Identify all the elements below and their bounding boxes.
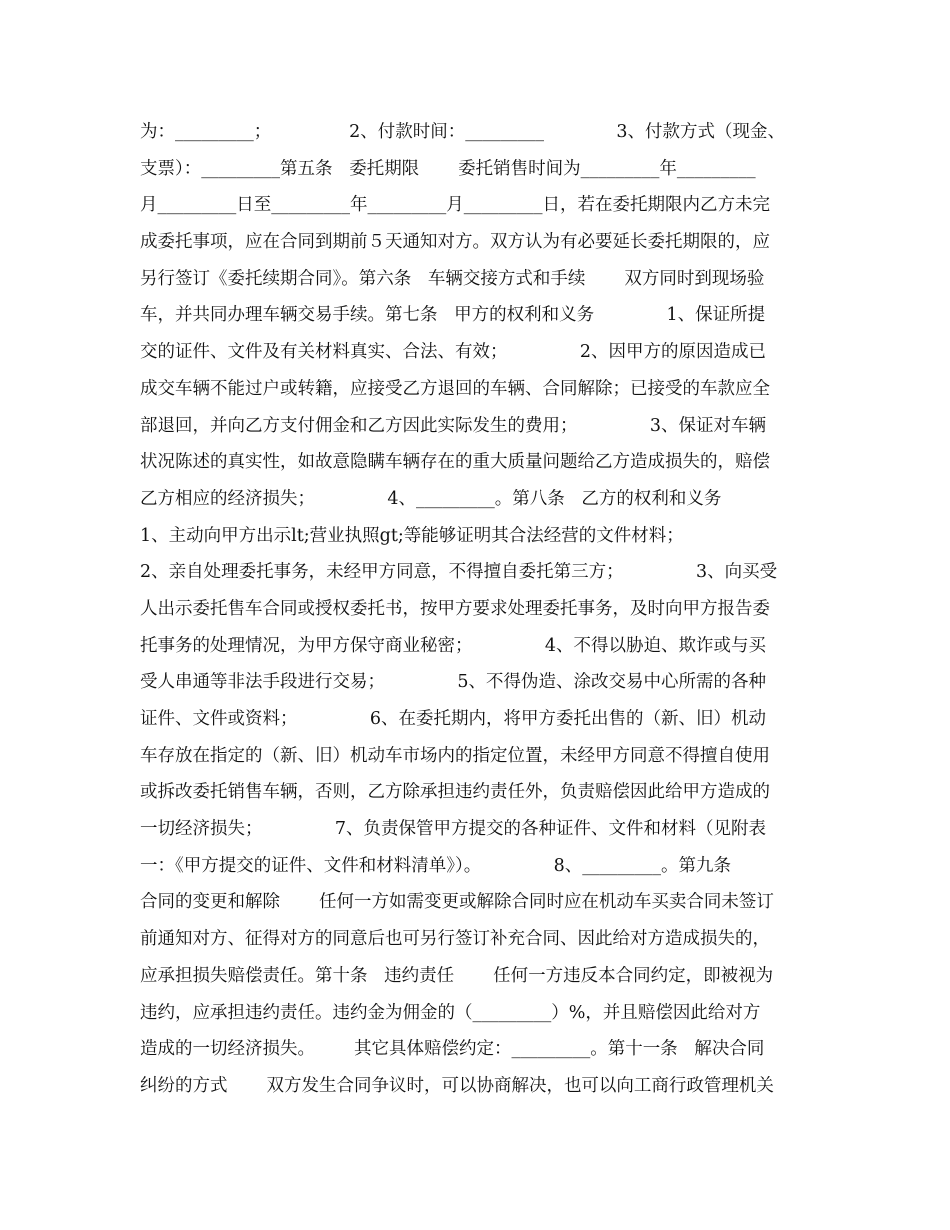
text-line-8: 成交车辆不能过户或转籍，应接受乙方退回的车辆、合同解除；已接受的车款应全 [140, 378, 770, 399]
text-line-1: 为：_________； 2、付款时间：_________ 3、付款方式（现金、 [140, 122, 785, 142]
text-line-19: 或拆改委托销售车辆，否则，乙方除承担违约责任外，负责赔偿因此给甲方造成的 [140, 782, 770, 803]
text-line-12: 1、主动向甲方出示lt;营业执照gt;等能够证明其合法经营的文件材料； [140, 525, 684, 546]
text-line-2: 支票）：_________第五条 委托期限 委托销售时间为_________年_________ [140, 158, 756, 179]
text-line-3: 月_________日至_________年_________月_________日，若在委托期限内乙方未完 [140, 195, 770, 216]
text-line-17: 证件、文件或资料； 6、在委托期内，将甲方委托出售的（新、旧）机动 [140, 709, 766, 729]
text-line-11: 乙方相应的经济损失； 4、_________。第八条 乙方的权利和义务 [140, 488, 722, 509]
text-line-26: 造成的一切经济损失。 其它具体赔偿约定：_________。第十一条 解决合同 [140, 1039, 765, 1060]
text-line-23: 前通知对方、征得对方的同意后也可另行签订补充合同、因此给对方造成损失的， [140, 929, 770, 950]
text-line-4: 成委托事项，应在合同到期前５天通知对方。双方认为有必要延长委托期限的，应 [140, 232, 770, 253]
text-line-5: 另行签订《委托续期合同》。第六条 车辆交接方式和手续 双方同时到现场验 [140, 268, 765, 289]
text-line-6: 车，并共同办理车辆交易手续。第七条 甲方的权利和义务 1、保证所提 [140, 305, 766, 326]
text-line-15: 托事务的处理情况，为甲方保守商业秘密； 4、不得以胁迫、欺诈或与买 [140, 635, 766, 656]
text-line-9: 部退回，并向乙方支付佣金和乙方因此实际发生的费用； 3、保证对车辆 [140, 415, 766, 436]
text-line-25: 违约，应承担违约责任。违约金为佣金的（_________）%，并且赔偿因此给对方 [140, 1002, 761, 1023]
text-line-22: 合同的变更和解除 任何一方如需变更或解除合同时应在机动车买卖合同未签订 [140, 892, 774, 913]
contract-body-text [140, 114, 820, 1105]
text-line-27: 纠纷的方式 双方发生合同争议时，可以协商解决，也可以向工商行政管理机关 [140, 1075, 774, 1096]
text-line-13: 2、亲自处理委托事务，未经甲方同意，不得擅自委托第三方； 3、向买受 [140, 562, 778, 583]
text-line-7: 交的证件、文件及有关材料真实、合法、有效； 2、因甲方的原因造成已 [140, 342, 766, 363]
text-line-18: 车存放在指定的（新、旧）机动车市场内的指定位置，未经甲方同意不得擅自使用 [140, 745, 770, 766]
text-line-14: 人出示委托售车合同或授权委托书，按甲方要求处理委托事务，及时向甲方报告委 [140, 598, 770, 619]
text-line-20: 一切经济损失； 7、负责保管甲方提交的各种证件、文件和材料（见附表 [140, 819, 766, 840]
text-line-16: 受人串通等非法手段进行交易； 5、不得伪造、涂改交易中心所需的各种 [140, 672, 766, 693]
text-line-10: 状况陈述的真实性，如故意隐瞒车辆存在的重大质量问题给乙方造成损失的，赔偿 [140, 452, 770, 473]
text-line-24: 应承担损失赔偿责任。第十条 违约责任 任何一方违反本合同约定，即被视为 [140, 965, 774, 986]
text-line-21: 一：《甲方提交的证件、文件和材料清单》）。 8、_________。第九条 [140, 855, 731, 876]
